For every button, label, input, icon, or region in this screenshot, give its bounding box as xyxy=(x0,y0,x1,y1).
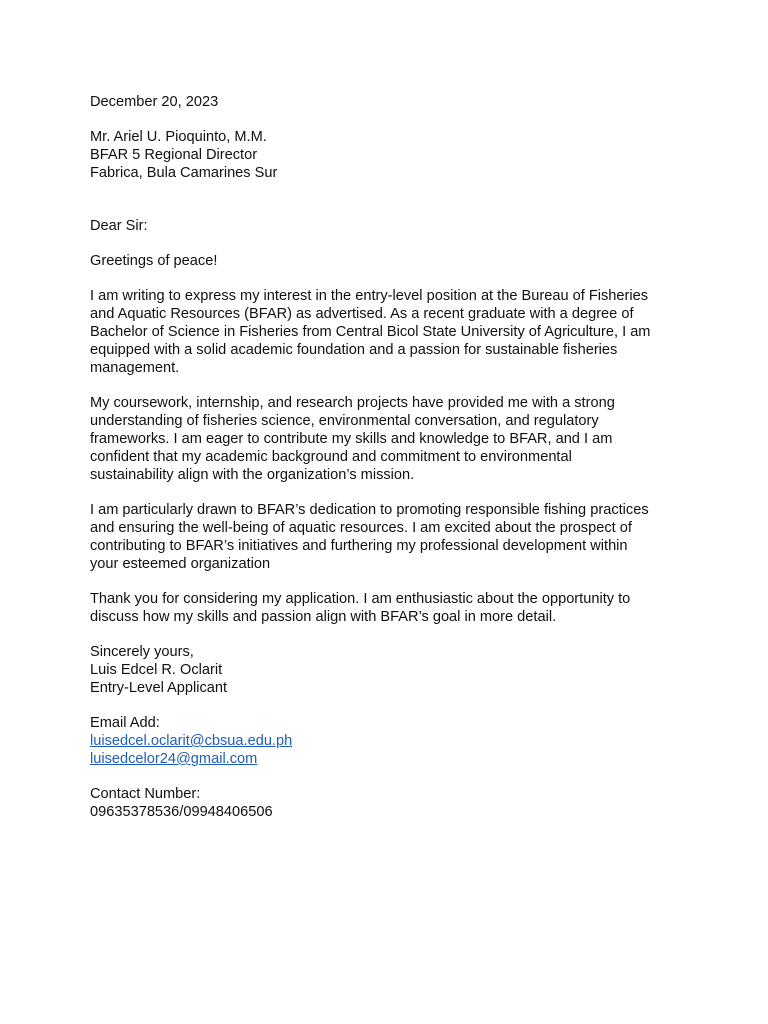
paragraph-line: your esteemed organization xyxy=(90,556,271,572)
paragraph-motivation xyxy=(90,501,680,573)
paragraph-line: discuss how my skills and passion align with BFAR’s goal in more detail. xyxy=(90,609,557,625)
signer-title: Entry-Level Applicant xyxy=(90,680,228,696)
paragraph-line: and Aquatic Resources (BFAR) as advertised. As a recent graduate with a degree of xyxy=(90,306,634,322)
greeting: Greetings of peace! xyxy=(90,253,218,269)
letter-date: December 20, 2023 xyxy=(90,94,219,110)
paragraph-line: Thank you for considering my application. I am enthusiastic about the opportunity to xyxy=(90,591,631,607)
salutation: Dear Sir: xyxy=(90,218,148,234)
paragraph-line: I am writing to express my interest in the entry-level position at the Bureau of Fisheries xyxy=(90,288,649,304)
paragraph-experience xyxy=(90,394,680,484)
email-block xyxy=(90,714,680,768)
recipient-name: Mr. Ariel U. Pioquinto, M.M. xyxy=(90,129,267,145)
paragraph-thanks xyxy=(90,590,680,626)
paragraph-line: and ensuring the well-being of aquatic resources. I am excited about the prospect of xyxy=(90,520,632,536)
recipient-address: Fabrica, Bula Camarines Sur xyxy=(90,165,278,181)
email-link-gmail[interactable]: luisedcelor24@gmail.com xyxy=(90,751,258,767)
signer-name: Luis Edcel R. Oclarit xyxy=(90,662,223,678)
signature-block xyxy=(90,643,680,697)
paragraph-line: Bachelor of Science in Fisheries from Central Bicol State University of Agriculture, I am xyxy=(90,324,651,340)
paragraph-line: My coursework, internship, and research projects have provided me with a strong xyxy=(90,395,615,411)
email-link-school[interactable]: luisedcel.oclarit@cbsua.edu.ph xyxy=(90,733,293,749)
contact-label: Contact Number: xyxy=(90,786,201,802)
recipient-block xyxy=(90,128,680,182)
paragraph-line: confident that my academic background and commitment to environmental xyxy=(90,449,572,465)
paragraph-line: management. xyxy=(90,360,180,376)
email-label: Email Add: xyxy=(90,715,160,731)
paragraph-line: frameworks. I am eager to contribute my skills and knowledge to BFAR, and I am xyxy=(90,431,613,447)
recipient-title: BFAR 5 Regional Director xyxy=(90,147,258,163)
contact-number: 09635378536/09948406506 xyxy=(90,804,273,820)
paragraph-line: contributing to BFAR’s initiatives and furthering my professional development within xyxy=(90,538,628,554)
letter-page xyxy=(90,93,680,821)
contact-block xyxy=(90,785,680,821)
paragraph-line: understanding of fisheries science, environmental conversation, and regulatory xyxy=(90,413,599,429)
paragraph-line: I am particularly drawn to BFAR’s dedication to promoting responsible fishing practices xyxy=(90,502,649,518)
paragraph-line: sustainability align with the organization’s mission. xyxy=(90,467,415,483)
paragraph-interest xyxy=(90,287,680,377)
closing: Sincerely yours, xyxy=(90,644,194,660)
paragraph-line: equipped with a solid academic foundation and a passion for sustainable fisheries xyxy=(90,342,618,358)
